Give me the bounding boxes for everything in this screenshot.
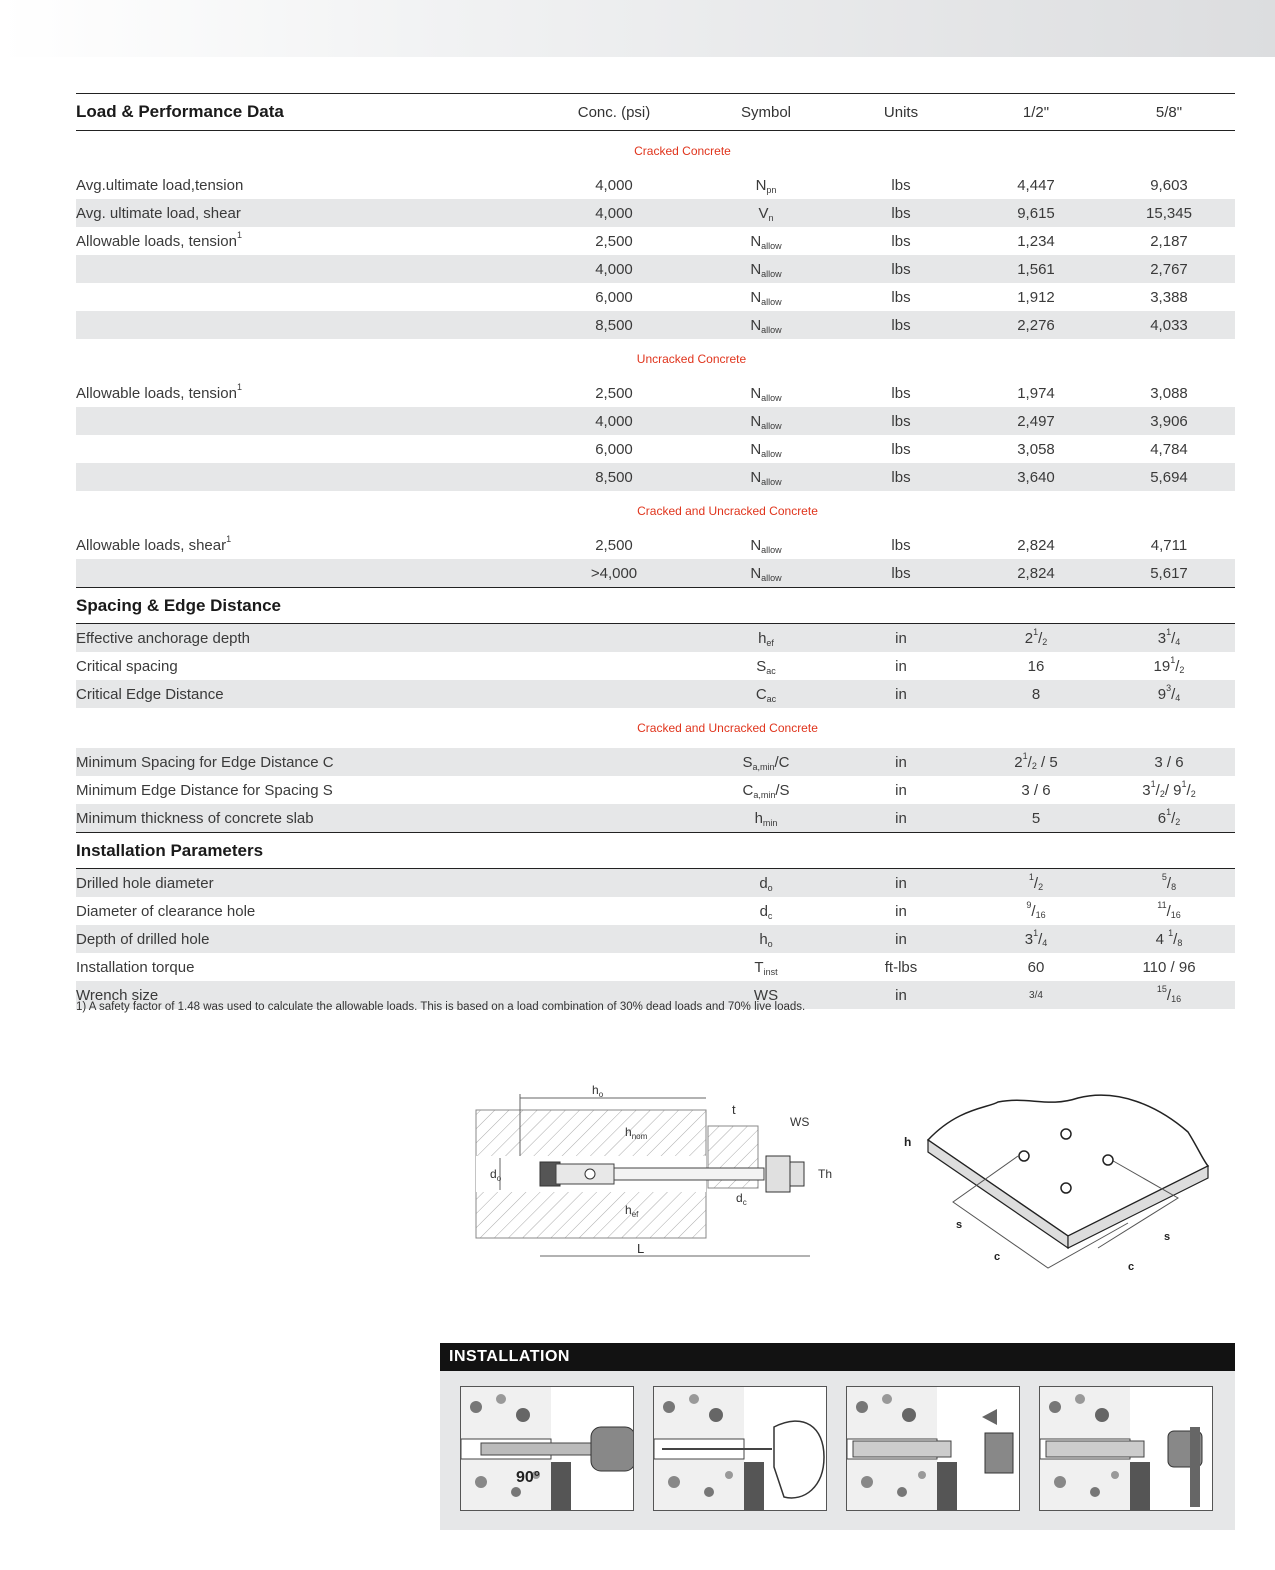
row-unit: lbs bbox=[891, 260, 911, 278]
row-label: Critical spacing bbox=[76, 657, 178, 675]
row-label: Allowable loads, tension 1 bbox=[76, 382, 242, 402]
row-label: Minimum thickness of concrete slab bbox=[76, 809, 314, 827]
label-L: L bbox=[637, 1241, 645, 1256]
row-value-1: 8 bbox=[1031, 685, 1041, 703]
row-value-2: 6 1 / 2 bbox=[1157, 807, 1181, 827]
row-value-2: 9,603 bbox=[1150, 176, 1188, 194]
label-hnom: $h_{nom}$ bbox=[625, 1125, 648, 1141]
row-symbol: S a,min /C bbox=[742, 753, 790, 772]
row-label: Drilled hole diameter bbox=[76, 874, 214, 892]
row-symbol: N allow bbox=[750, 288, 782, 307]
row-value-1: 9,615 bbox=[1017, 204, 1055, 222]
label-h: h bbox=[904, 1135, 912, 1149]
row-unit: ft-lbs bbox=[884, 958, 918, 976]
row-value-2: 110 / 96 bbox=[1142, 958, 1196, 976]
row-symbol: N allow bbox=[750, 316, 782, 335]
install-step-clean bbox=[653, 1386, 827, 1511]
row-unit: in bbox=[895, 930, 907, 948]
row-conc: 6,000 bbox=[595, 440, 633, 458]
row-conc: 8,500 bbox=[595, 468, 633, 486]
section-title: Spacing & Edge Distance bbox=[76, 595, 281, 615]
row-unit: lbs bbox=[891, 288, 911, 306]
row-unit: lbs bbox=[891, 176, 911, 194]
table-row bbox=[76, 227, 1235, 255]
table-row bbox=[76, 171, 1235, 199]
row-value-1: 16 bbox=[1027, 657, 1045, 675]
table-title: Load & Performance Data bbox=[76, 102, 284, 121]
table-row bbox=[76, 435, 1235, 463]
col-size-1: 1/2" bbox=[1022, 103, 1050, 121]
top-gradient-band bbox=[0, 0, 1275, 57]
row-value-2: 5 / 8 bbox=[1161, 872, 1177, 892]
row-value-1: 3 1 / 4 bbox=[1024, 928, 1048, 948]
row-unit: lbs bbox=[891, 468, 911, 486]
subhead-both bbox=[76, 491, 1235, 531]
row-value-1: 5 bbox=[1031, 809, 1041, 827]
table-row bbox=[76, 283, 1235, 311]
subhead-cracked bbox=[76, 131, 1235, 171]
row-symbol: d o bbox=[759, 874, 773, 893]
label-do: $d_o$ bbox=[490, 1167, 502, 1183]
row-value-2: 5,617 bbox=[1150, 564, 1188, 582]
row-value-1: 3,058 bbox=[1017, 440, 1055, 458]
row-unit: in bbox=[895, 902, 907, 920]
label-c-left: c bbox=[994, 1251, 1001, 1263]
row-conc: 8,500 bbox=[595, 316, 633, 334]
row-value-1: 60 bbox=[1027, 958, 1045, 976]
section-installation bbox=[76, 832, 1235, 869]
row-unit: in bbox=[895, 657, 907, 675]
row-value-2: 5,694 bbox=[1150, 468, 1188, 486]
table-row bbox=[76, 897, 1235, 925]
row-value-2: 15,345 bbox=[1146, 204, 1192, 222]
subhead-both-2 bbox=[76, 708, 1235, 748]
row-value-2: 4,784 bbox=[1150, 440, 1188, 458]
row-unit: lbs bbox=[891, 316, 911, 334]
label-c-right: c bbox=[1128, 1261, 1135, 1273]
row-symbol: WS bbox=[753, 986, 779, 1004]
row-unit: in bbox=[895, 809, 907, 827]
angle-label: 90° bbox=[516, 1469, 541, 1486]
row-label: Allowable loads, shear 1 bbox=[76, 534, 232, 554]
row-value-1: 3,640 bbox=[1017, 468, 1055, 486]
row-label: Installation torque bbox=[76, 958, 195, 976]
row-value-2: 2,767 bbox=[1150, 260, 1188, 278]
row-symbol: d c bbox=[759, 902, 773, 921]
row-unit: lbs bbox=[891, 412, 911, 430]
table-row bbox=[76, 199, 1235, 227]
row-value-1: 2,824 bbox=[1017, 536, 1055, 554]
row-value-2: 19 1 / 2 bbox=[1153, 655, 1185, 675]
row-symbol: V n bbox=[758, 204, 774, 223]
table-header bbox=[76, 93, 1235, 131]
row-value-1: 1,234 bbox=[1017, 232, 1055, 250]
col-conc: Conc. (psi) bbox=[577, 103, 651, 121]
label-s-right: s bbox=[1164, 1231, 1171, 1243]
row-value-1: 1,974 bbox=[1017, 384, 1055, 402]
install-step-torque bbox=[1039, 1386, 1213, 1511]
row-symbol: N allow bbox=[750, 260, 782, 279]
table-row bbox=[76, 531, 1235, 559]
row-conc: 4,000 bbox=[595, 204, 633, 222]
row-symbol: N allow bbox=[750, 564, 782, 583]
table-row bbox=[76, 804, 1235, 832]
row-value-1: 3/4 bbox=[1029, 989, 1043, 1001]
row-symbol: T inst bbox=[754, 958, 778, 977]
row-value-2: 3,088 bbox=[1150, 384, 1188, 402]
label-t: t bbox=[732, 1102, 736, 1117]
row-value-1: 9 / 16 bbox=[1026, 900, 1046, 920]
row-label: Diameter of clearance hole bbox=[76, 902, 256, 920]
table-row bbox=[76, 748, 1235, 776]
subhead-cracked-label: Cracked Concrete bbox=[634, 144, 731, 158]
table-row bbox=[76, 407, 1235, 435]
row-conc: 2,500 bbox=[595, 384, 633, 402]
row-conc: >4,000 bbox=[590, 564, 638, 582]
row-label: Depth of drilled hole bbox=[76, 930, 210, 948]
row-symbol: N allow bbox=[750, 440, 782, 459]
label-th: Th bbox=[818, 1167, 833, 1181]
row-label: Avg. ultimate load, shear bbox=[76, 204, 241, 222]
row-symbol: S ac bbox=[756, 657, 776, 676]
row-value-2: 4 1 / 8 bbox=[1155, 928, 1183, 948]
table-row bbox=[76, 255, 1235, 283]
label-hef: $h_{ef}$ bbox=[625, 1203, 639, 1219]
row-symbol: C ac bbox=[755, 685, 777, 704]
table-row bbox=[76, 869, 1235, 897]
table-row bbox=[76, 379, 1235, 407]
row-label: Effective anchorage depth bbox=[76, 629, 251, 647]
row-value-2: 15 / 16 bbox=[1156, 984, 1182, 1004]
subhead-uncracked bbox=[76, 339, 1235, 379]
row-unit: in bbox=[895, 629, 907, 647]
row-unit: lbs bbox=[891, 564, 911, 582]
row-value-2: 3 1 / 4 bbox=[1157, 627, 1181, 647]
row-symbol: h min bbox=[754, 809, 778, 828]
row-conc: 4,000 bbox=[595, 260, 633, 278]
row-unit: in bbox=[895, 874, 907, 892]
row-unit: lbs bbox=[891, 232, 911, 250]
row-symbol: N allow bbox=[750, 412, 782, 431]
footnote: 1) A safety factor of 1.48 was used to calculate the allowable loads. This is based on a load combination of 30% dead loads and 70% live loads. bbox=[76, 1001, 806, 1013]
install-step-insert bbox=[846, 1386, 1020, 1511]
row-conc: 2,500 bbox=[595, 536, 633, 554]
table-row bbox=[76, 463, 1235, 491]
row-value-1: 3 / 6 bbox=[1021, 781, 1051, 799]
row-unit: lbs bbox=[891, 384, 911, 402]
table-row bbox=[76, 953, 1235, 981]
row-unit: lbs bbox=[891, 204, 911, 222]
table-row bbox=[76, 559, 1235, 587]
section-spacing bbox=[76, 587, 1235, 624]
spec-table bbox=[76, 93, 1235, 1009]
col-symbol: Symbol bbox=[740, 103, 792, 121]
row-symbol: N allow bbox=[750, 232, 782, 251]
edge-distance-diagram bbox=[898, 1088, 1210, 1278]
installation-panel bbox=[440, 1371, 1235, 1530]
row-unit: in bbox=[895, 986, 907, 1004]
row-unit: in bbox=[895, 685, 907, 703]
row-value-1: 2 1 / 2 / 5 bbox=[1014, 751, 1058, 771]
row-value-1: 2 1 / 2 bbox=[1024, 627, 1048, 647]
table-row bbox=[76, 925, 1235, 953]
installation-header: INSTALLATION bbox=[440, 1343, 1235, 1371]
table-row bbox=[76, 776, 1235, 804]
section-title: Installation Parameters bbox=[76, 840, 264, 860]
row-value-1: 2,824 bbox=[1017, 564, 1055, 582]
row-label: Minimum Edge Distance for Spacing S bbox=[76, 781, 333, 799]
table-row bbox=[76, 624, 1235, 652]
row-value-2: 3,388 bbox=[1150, 288, 1188, 306]
row-label: Avg.ultimate load,tension bbox=[76, 176, 244, 194]
row-label: Wrench size bbox=[76, 986, 159, 1004]
row-label: Minimum Spacing for Edge Distance C bbox=[76, 753, 334, 771]
row-value-2: 4,711 bbox=[1150, 536, 1188, 554]
row-unit: in bbox=[895, 781, 907, 799]
row-symbol: h ef bbox=[758, 629, 774, 648]
label-ws: WS bbox=[790, 1115, 810, 1129]
table-row bbox=[76, 652, 1235, 680]
row-value-2: 3 1 / 2 / 9 1 / 2 bbox=[1142, 779, 1196, 799]
row-value-1: 2,276 bbox=[1017, 316, 1055, 334]
install-step-drill bbox=[460, 1386, 634, 1511]
subhead-both-label: Cracked and Uncracked Concrete bbox=[637, 504, 818, 518]
label-s-left: s bbox=[956, 1219, 963, 1231]
row-value-2: 2,187 bbox=[1150, 232, 1188, 250]
row-label: Critical Edge Distance bbox=[76, 685, 224, 703]
row-conc: 4,000 bbox=[595, 176, 633, 194]
anchor-cross-section-diagram bbox=[470, 1078, 835, 1263]
row-unit: lbs bbox=[891, 536, 911, 554]
row-symbol: N allow bbox=[750, 468, 782, 487]
row-symbol: C a,min /S bbox=[742, 781, 790, 800]
label-ho: $h_o$ bbox=[592, 1083, 604, 1099]
row-value-2: 11 / 16 bbox=[1157, 900, 1181, 920]
label-dc: $d_c$ bbox=[736, 1191, 747, 1207]
row-symbol: N allow bbox=[750, 384, 782, 403]
row-unit: lbs bbox=[891, 440, 911, 458]
row-label: Allowable loads, tension 1 bbox=[76, 230, 242, 250]
subhead-uncracked-label: Uncracked Concrete bbox=[636, 352, 747, 366]
row-value-1: 1 / 2 bbox=[1028, 872, 1044, 892]
row-conc: 2,500 bbox=[595, 232, 633, 250]
table-row bbox=[76, 311, 1235, 339]
row-symbol: h o bbox=[759, 930, 773, 949]
row-conc: 4,000 bbox=[595, 412, 633, 430]
row-value-2: 9 3 / 4 bbox=[1157, 683, 1181, 703]
table-row bbox=[76, 680, 1235, 708]
row-symbol: N allow bbox=[750, 536, 782, 555]
row-value-1: 4,447 bbox=[1017, 176, 1055, 194]
subhead-both-label: Cracked and Uncracked Concrete bbox=[637, 721, 818, 735]
row-value-1: 2,497 bbox=[1017, 412, 1055, 430]
row-conc: 6,000 bbox=[595, 288, 633, 306]
row-value-1: 1,912 bbox=[1017, 288, 1055, 306]
row-unit: in bbox=[895, 753, 907, 771]
col-size-2: 5/8" bbox=[1155, 103, 1183, 121]
row-value-2: 4,033 bbox=[1150, 316, 1188, 334]
row-symbol: N pn bbox=[755, 176, 777, 195]
row-value-2: 3,906 bbox=[1150, 412, 1188, 430]
row-value-2: 3 / 6 bbox=[1154, 753, 1184, 771]
col-units: Units bbox=[883, 103, 919, 121]
row-value-1: 1,561 bbox=[1017, 260, 1055, 278]
